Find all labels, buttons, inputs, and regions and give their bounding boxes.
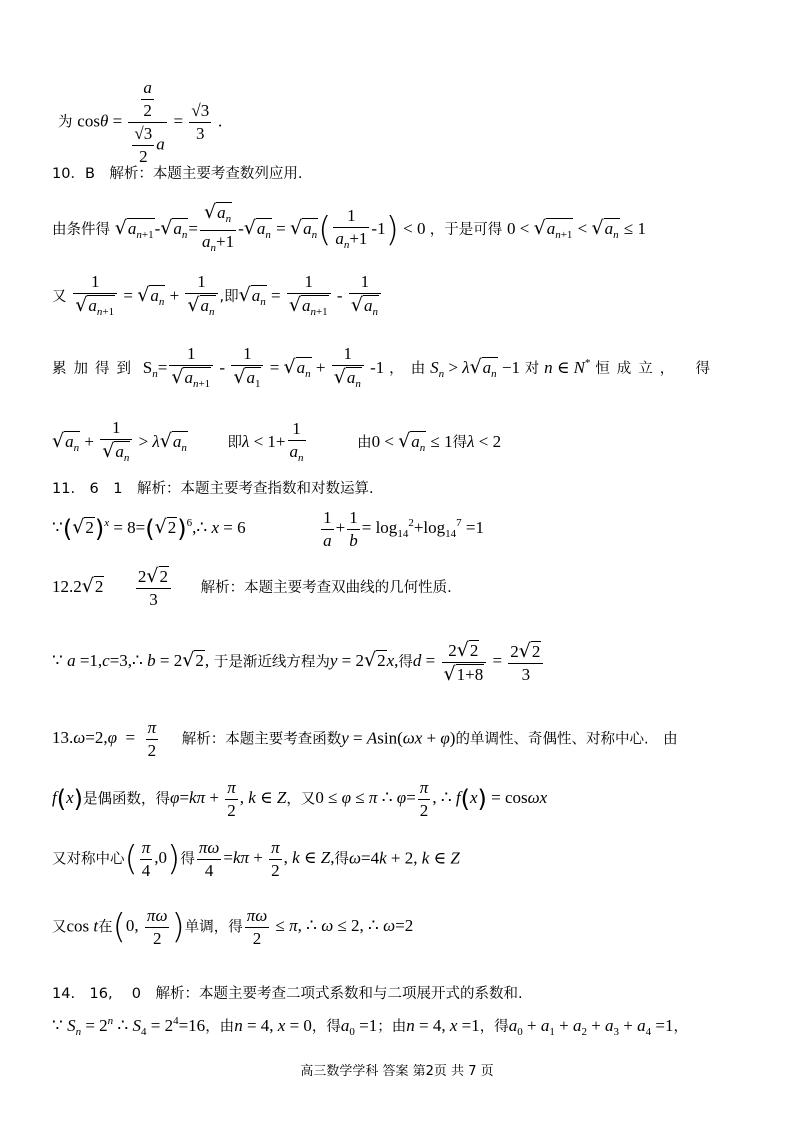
q10-line3: 累加得到 $S_n=$ $\frac{1}{√a_{n+1}}$ - $\frac{1}{√a_1}$ = $√a_n$ + $\frac{1}{√a_n}$ -1 ， 由 $S_n > \lambda√a_n -1$ 对 n ∈ N* 恒成立， 得 bbox=[52, 344, 717, 394]
fraction-result: $\frac{√3}{3}$ bbox=[191, 101, 210, 143]
q11-header: 11. 6 1 解析：本题主要考查指数和对数运算. bbox=[52, 481, 374, 497]
q14-header: 14. 16, 0 解析：本题主要考查二项式系数和与二项展开式的系数和. bbox=[52, 986, 523, 1002]
q13-line3: 又cos t在(0, $\frac{\pi\omega}{2}$ )单调，得 $\frac{\pi\omega}{2}$ ≤ π, ∴ ω ≤ 2, ∴ ω=2 bbox=[52, 906, 414, 948]
q10-line2: 又 $\frac{1}{√a_{n+1}}$ = $√a_n$ + $\frac{1}{√a_n}$ ,即$√a_n$ = $\frac{1}{√a_{n+1}}$ - $\frac{1}{√a_n}$ bbox=[52, 272, 383, 322]
cos-theta-line: 为 cosθ = $\frac{a}{2}$ $\frac{√3}{2}$ a = $\frac{√3}{3}$ . bbox=[58, 78, 223, 166]
q12-header-line: 12.2√2 $\frac{2√2}{3}$ 解析：本题主要考查双曲线的几何性质. bbox=[52, 565, 452, 609]
q13-header-line: 13.ω=2,φ = $\frac{\pi}{2}$ 解析：本题主要考查函数y = Asin(ωx + φ)的单调性、奇偶性、对称中心. 由 bbox=[52, 718, 678, 760]
text-prefix: 为 bbox=[58, 114, 73, 131]
q10-header: 10．B 解析：本题主要考查数列应用. bbox=[52, 166, 303, 182]
q11-line1: $\because(√2)^x$ = $8=(√2)^6,\therefore$ x = 6 $\frac{1}{a}$ + $\frac{1}{b}$ = $\log_{14}^2+\log_{14}^7 =1$ bbox=[52, 508, 484, 550]
q10-line1: 由条件得 $√a_{n+1}-√a_n=$ $\frac{√a_n}{a_n+1}$ $-√a_n = √a_n$( $\frac{1}{a_n+1}$ -1) < 0 ，于是可得 $0 < √a_{n+1} < √a_n \le 1$ bbox=[52, 202, 646, 258]
fraction-cos: $\frac{a}{2}$ $\frac{√3}{2}$ a bbox=[128, 78, 166, 167]
page-footer: 高三数学学科 答案 第2页 共 7 页 bbox=[300, 1064, 494, 1079]
q14-line1: ∵ $S_n = 2^n$ ∴ $S_4 = 2^4=16$，由n = 4, x = 0，得$a_0 =1$；由n = 4, x =1，得$a_0 + a_1 + a_2 + a_3 + a_4 =1$， bbox=[52, 1015, 688, 1038]
q13-line2: 又对称中心( $\frac{\pi}{4}$ ,0)得 $\frac{\pi\omega}{4}$ =kπ + $\frac{\pi}{2}$ , k ∈ Z,得ω=4k + 2, k ∈ Z bbox=[52, 838, 460, 880]
q12-line1: ∵ a =1,c=3,∴ b = 2√2, 于是渐近线方程为y = 2√2x,得d = $\frac{2√2}{√1+8}$ = $\frac{2√2}{3}$ bbox=[52, 640, 545, 685]
q13-line1: f(x)是偶函数，得φ=kπ + $\frac{\pi}{2}$ , k ∈ Z，又0 ≤ φ ≤ π ∴ φ= $\frac{\pi}{2}$ , ∴ f(x) = cosωx bbox=[52, 778, 548, 820]
q10-line4: $√a_n$ + $\frac{1}{√a_n}$ > $\lambda√a_n$ 即λ < 1+ $\frac{1}{a_n}$ 由$0 < √a_n \le 1$得λ < 2 bbox=[52, 418, 501, 468]
